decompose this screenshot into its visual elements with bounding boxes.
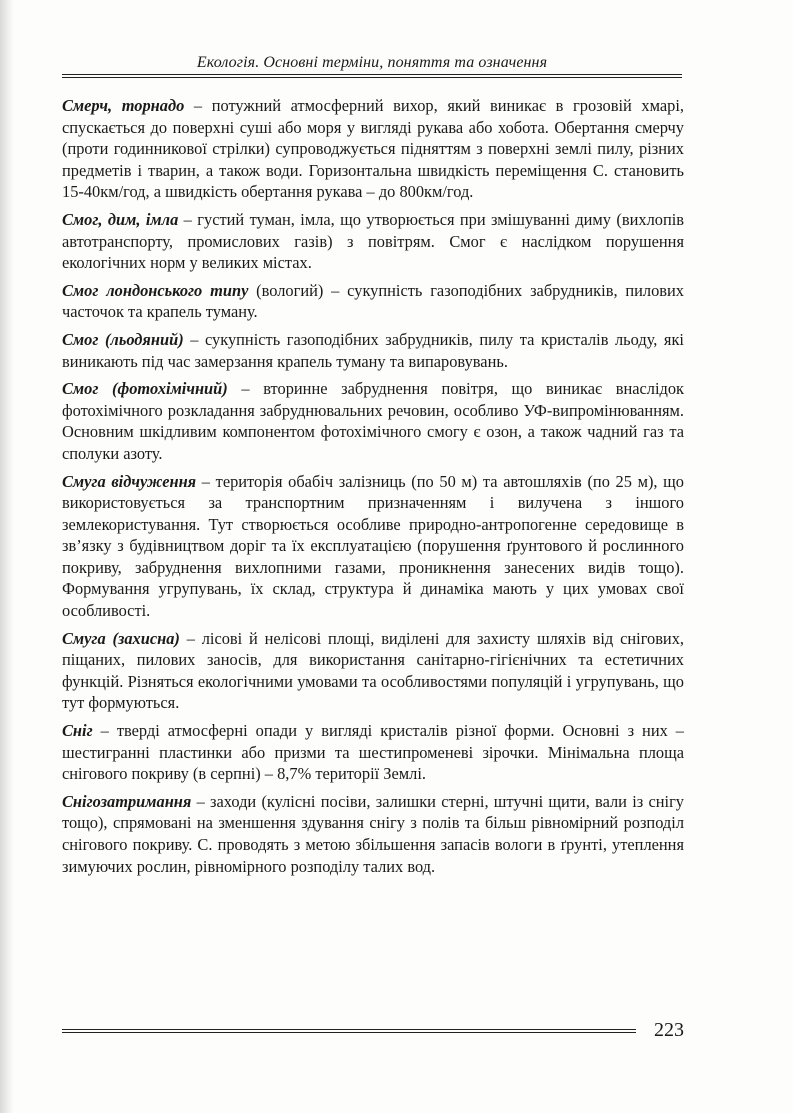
entry-term: Смуга відчуження — [62, 471, 197, 491]
entry-term: Смог, дим, імла — [62, 209, 179, 229]
entry-term: Смог (льодяний) — [62, 329, 184, 349]
entry-term: Смог лондонського типу — [62, 280, 249, 300]
glossary-entry — [62, 378, 684, 464]
glossary-entry — [62, 471, 684, 622]
running-header-title: Екологія. Основні терміни, поняття та означення — [196, 54, 548, 71]
glossary-entry — [62, 280, 684, 323]
glossary-entry — [62, 791, 684, 877]
entry-definition: – заходи (кулісні посіви, залишки стерні, штучні щити, вали із снігу тощо), спрямовані на зменшення здування снігу з полів та більш рівномірний розподіл снігового покриву. С. проводять з метою збільшення запасів вологи в ґрунті, утеплення зимуючих рослин, рівномірного розподілу талих вод. — [62, 791, 684, 876]
entry-definition: – лісові й нелісові площі, виділені для захисту шляхів від снігових, піщаних, пилових заносів, для використання санітарно-гігієнічних та естетичних функцій. Різняться екологічними умовами та особливостями популяцій і угрупувань, що тут формуються. — [62, 628, 685, 713]
entry-definition: – потужний атмосферний вихор, який виникає в грозовій хмарі, спускається до поверхні суші або моря у вигляді рукава або хобота. Обертання смерчу (проти годинникової стрілки) супроводжується підняттям з поверхні землі пилу, різних предметів і тварин, а також води. Горизонтальна швидкість переміщення С. становить 15-40км/год, а швидкість обертання рукава – до 800км/год. — [62, 96, 684, 202]
entry-term: Снігозатримання — [62, 791, 192, 811]
glossary-entry — [62, 209, 684, 274]
footer-rule — [62, 1029, 636, 1033]
entry-definition: – густий туман, імла, що утворюється при змішуванні диму (вихлопів автотранспорту, промислових газів) з повітрям. Смог є наслідком порушення екологічних норм у великих містах. — [62, 209, 685, 273]
page-binding-shadow — [0, 0, 14, 1113]
glossary-entry — [62, 628, 684, 714]
running-header — [62, 52, 682, 76]
page-number: 223 — [654, 1019, 684, 1041]
glossary-entry — [62, 329, 684, 372]
entry-term: Смог (фотохімічний) — [62, 379, 228, 399]
glossary-entry — [62, 720, 684, 785]
entry-definition: – територія обабіч залізниць (по 50 м) та автошляхів (по 25 м), що використовується за транспортним призначенням і вилучена з іншого землекористування. Тут створюється особливе природно-антропогенне середовище в зв’язку з будівництвом доріг та їх експлуатацією (порушення ґрунтового й рослинного покриву, забруднення вихлопними газами, проникнення занесених видів тощо). Формування угрупувань, їх склад, структура й динаміка мають у цих умовах свої особливості. — [62, 471, 684, 621]
glossary-body — [62, 95, 684, 883]
entry-term: Смуга (захисна) — [62, 628, 180, 648]
entry-definition: – тверді атмосферні опади у вигляді кристалів різної форми. Основні з них – шестигранні пластинки або призми та шестипроменеві зірочки. Мінімальна площа снігового покриву (в серпні) – 8,7% території Землі. — [62, 721, 684, 784]
entry-definition: – сукупність газоподібних забрудників, пилу та кристалів льоду, які виникають під час замерзання крапель туману та випаровувань. — [62, 329, 684, 371]
header-rule — [62, 74, 682, 78]
page-footer — [62, 1017, 684, 1047]
entry-term: Смерч, торнадо — [62, 96, 185, 115]
entry-definition: – вторинне забруднення повітря, що виникає внаслідок фотохімічного розкладання забруднювальних речовин, особливо УФ-випромінюванням. Основним шкідливим компонентом фотохімічного смогу є озон, а також чадний газ та сполуки азоту. — [62, 379, 685, 463]
entry-definition: (вологий) – сукупність газоподібних забрудників, пилових часточок та крапель туману. — [62, 280, 684, 322]
glossary-entry — [62, 95, 684, 203]
entry-term: Сніг — [62, 721, 93, 741]
